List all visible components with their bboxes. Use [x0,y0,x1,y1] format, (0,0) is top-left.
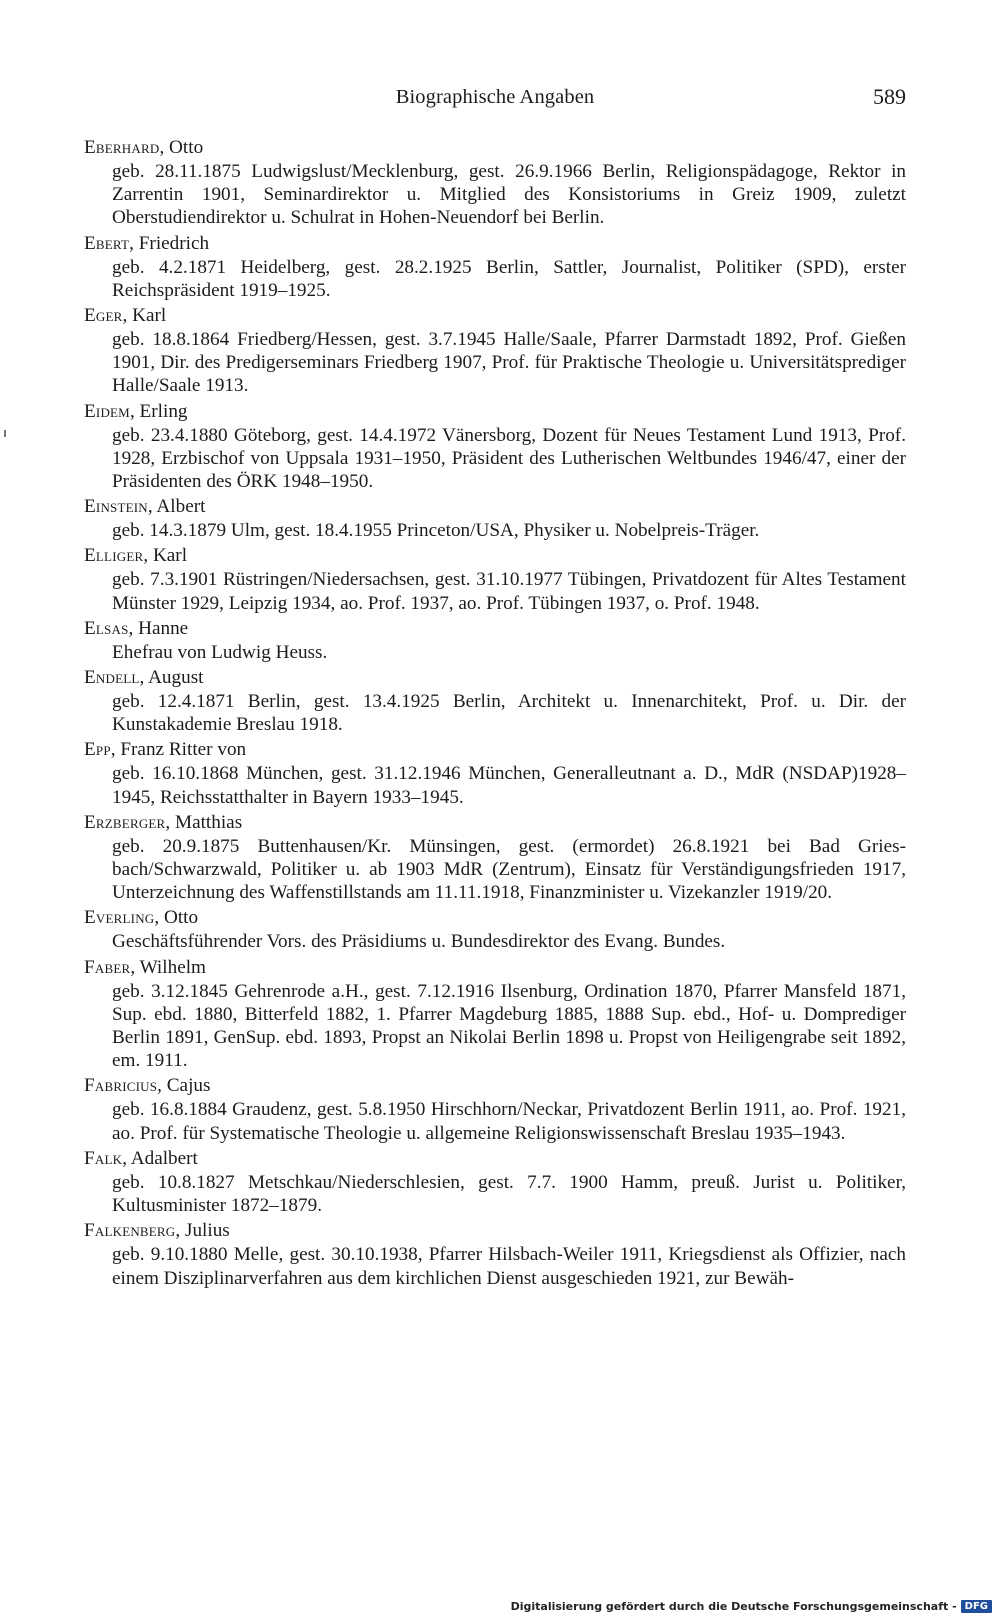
entry-name [84,738,906,762]
entry-biography: geb. 16.8.1884 Graudenz, gest. 5.8.1950 Hirschhorn/Neckar, Privatdozent Berlin 1911, ao. Prof. 1921, ao. Prof. für Systematische Theologie u. allgemeine Religionswissenschaft Breslau 1935–1943. [112,1099,906,1144]
biography-entry [84,1147,906,1217]
biography-entry [84,956,906,1073]
entry-given-name: , August [139,667,204,689]
entry-biography: geb. 20.9.1875 Buttenhausen/Kr. Münsingen, gest. (ermordet) 26.8.1921 bei Bad Gries-bach/Schwarzwald, Politiker u. ab 1903 MdR (Zentrum), Einsatz für Verständigungsfrieden 1917, Unterzeichnung des Waffenstillstands am 11.11.1918, Finanzminister u. Vizekanzler 1919/20. [112,835,906,904]
entry-name [84,232,906,256]
entry-biography: geb. 23.4.1880 Göteborg, gest. 14.4.1972 Vänersborg, Dozent für Neues Testament Lund 1913, Prof. 1928, Erzbischof von Uppsala 1931–1950, Präsident des Lutherischen Weltbundes 1946/47, einer der Präsidenten des ÖRK 1948–1950. [112,424,906,493]
entry-biography: geb. 7.3.1901 Rüstringen/Niedersachsen, gest. 31.10.1977 Tübingen, Privatdozent für Altes Testament Münster 1929, Leipzig 1934, ao. Prof. 1937, ao. Prof. Tübingen 1937, o. Prof. 1948. [112,569,906,614]
biography-entry [84,304,906,398]
entry-surname: Einstein [84,496,148,518]
entry-surname: Erzberger [84,811,166,833]
entry-surname: Faber [84,956,131,978]
entry-given-name: , Matthias [165,811,243,833]
biography-list [84,136,906,1292]
entry-given-name: , Wilhelm [130,956,206,978]
running-title: Biographische Angaben [395,86,595,108]
credit-text: Digitalisierung gefördert durch die Deutsche Forschungsgemeinschaft - [510,1600,957,1613]
entry-name [84,495,906,519]
entry-surname: Elliger [84,545,144,567]
entry-surname: Eberhard [84,137,160,158]
entry-given-name: , Franz Ritter von [110,739,247,761]
entry-biography: Ehefrau von Ludwig Heuss. [112,641,328,663]
entry-biography: geb. 28.11.1875 Ludwigslust/Mecklenburg, gest. 26.9.1966 Berlin, Religionspädagoge, Rektor in Zarrentin 1901, Seminardirektor u. Mitglied des Konsistoriums in Greiz 1909, zuletzt Oberstudiendirektor u. Schulrat in Hohen-Neuendorf bei Berlin. [112,161,906,229]
entry-given-name: , Friedrich [129,232,210,254]
biography-entry [84,1219,906,1289]
entry-surname: Endell [84,667,140,689]
entry-given-name: , Otto [154,907,199,929]
entry-name [84,1147,906,1171]
biography-entry [84,738,906,808]
biography-entry [84,544,906,614]
entry-surname: Epp [84,739,111,761]
entry-surname: Ebert [84,232,130,254]
biography-entry [84,136,906,230]
biography-entry [84,906,906,953]
biography-entry [84,400,906,494]
entry-given-name: , Karl [143,545,188,567]
entry-given-name: , Adalbert [122,1147,198,1169]
entry-name [84,304,906,328]
entry-name [84,136,906,160]
entry-surname: Everling [84,907,155,929]
entry-surname: Falk [84,1147,123,1169]
entry-biography: geb. 14.3.1879 Ulm, gest. 18.4.1955 Princeton/USA, Physiker u. Nobelpreis-Träger. [112,520,760,542]
margin-mark [4,430,6,437]
entry-name [84,400,906,424]
entry-biography: geb. 18.8.1864 Friedberg/Hessen, gest. 3.7.1945 Halle/Saale, Pfarrer Darmstadt 1892, Prof. Gießen 1901, Dir. des Predigerseminars Friedberg 1907, Prof. für Praktische Theologie u. Universitätsprediger Halle/Saale 1913. [112,329,906,397]
entry-given-name: , Karl [122,305,167,327]
entry-biography: geb. 10.8.1827 Metschkau/Niederschlesien, gest. 7.7. 1900 Hamm, preuß. Jurist u. Politiker, Kultusminister 1872–1879. [112,1171,906,1217]
entry-given-name: , Cajus [157,1075,211,1097]
entry-name [84,1219,906,1243]
page-number: 589 [873,84,906,109]
biography-entry [84,811,906,905]
entry-name [84,811,906,835]
entry-given-name: , Hanne [128,617,189,639]
entry-name [84,906,906,930]
entry-name [84,544,906,568]
entry-given-name: , Julius [175,1220,230,1242]
entry-surname: Eger [84,305,123,327]
biography-entry [84,666,906,736]
entry-name [84,666,906,690]
digitization-credit [511,1600,992,1613]
biography-entry [84,617,906,664]
entry-biography: geb. 12.4.1871 Berlin, gest. 13.4.1925 Berlin, Architekt u. Innenarchitekt, Prof. u. Dir. der Kunstakademie Breslau 1918. [112,691,906,736]
entry-name [84,617,906,641]
entry-given-name: , Erling [129,400,188,422]
biography-entry [84,1074,906,1144]
page-header [84,82,906,112]
dfg-logo: DFG [961,1600,992,1613]
entry-surname: Eidem [84,400,130,422]
entry-biography: geb. 16.10.1868 München, gest. 31.12.1946 München, Generalleutnant a. D., MdR (NSDAP)1928–1945, Reichsstatthalter in Bayern 1933–1945. [112,763,906,808]
entry-biography: geb. 4.2.1871 Heidelberg, gest. 28.2.1925 Berlin, Sattler, Journalist, Politiker (SPD), erster Reichspräsident 1919–1925. [112,256,906,301]
entry-biography: geb. 3.12.1845 Gehrenrode a.H., gest. 7.12.1916 Ilsenburg, Ordination 1870, Pfarrer Mansfeld 1871, Sup. ebd. 1880, Bitterfeld 1882, 1. Pfarrer Magdeburg 1885, 1888 Sup. ebd., Hof- u. Domprediger Berlin 1891, GenSup. ebd. 1893, Propst an Nikolai Berlin 1898 u. Propst von Heiligengrabe seit 1892, em. 1911. [112,980,906,1072]
entry-given-name: , Otto [159,137,204,158]
entry-biography: geb. 9.10.1880 Melle, gest. 30.10.1938, Pfarrer Hilsbach-Weiler 1911, Kriegsdienst als Offizier, nach einem Disziplinarverfahren aus dem kirchlichen Dienst ausgeschieden 1921, zur Bewäh- [112,1244,906,1289]
biography-entry [84,232,906,302]
entry-surname: Elsas [84,617,129,639]
biography-entry [84,495,906,542]
entry-given-name: , Albert [147,496,206,518]
entry-name [84,956,906,980]
entry-name [84,1074,906,1098]
entry-surname: Falkenberg [84,1220,176,1242]
entry-biography: Geschäftsführender Vors. des Präsidiums u. Bundesdirektor des Evang. Bundes. [112,931,726,953]
entry-surname: Fabricius [84,1075,158,1097]
